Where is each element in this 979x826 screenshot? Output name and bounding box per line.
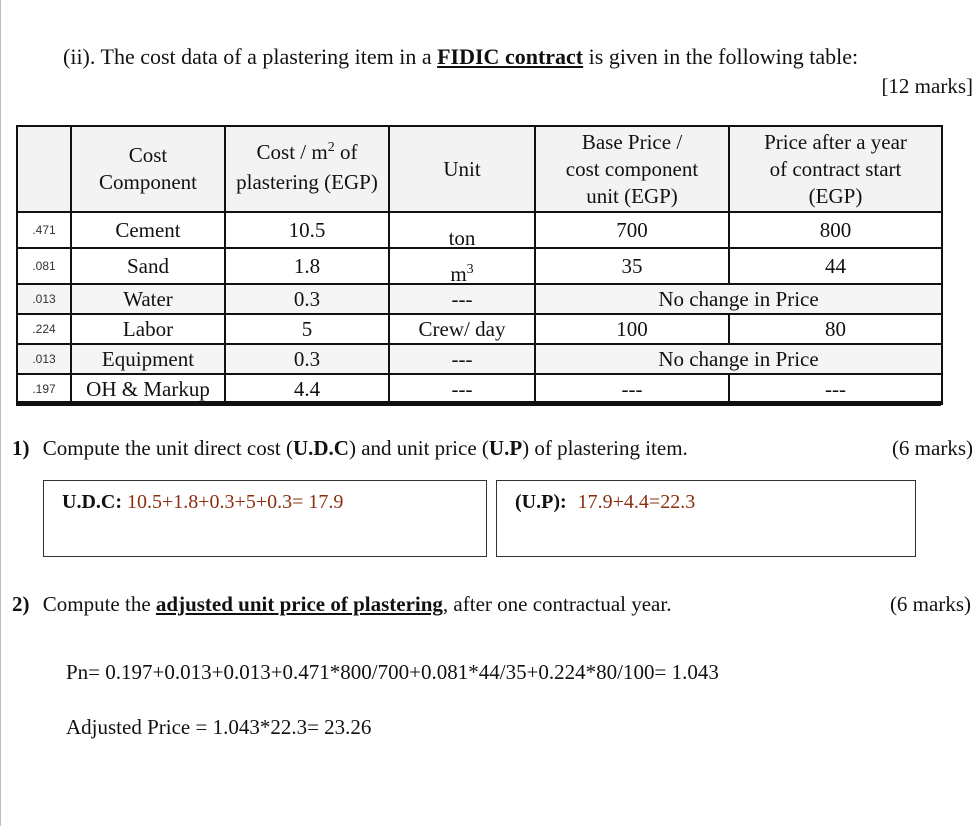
- pn-formula: Pn= 0.197+0.013+0.013+0.471*800/700+0.081*44/35+0.224*80/100= 1.043: [66, 660, 719, 684]
- udc-answer: 10.5+1.8+0.3+5+0.3= 17.9: [127, 491, 344, 513]
- component-cell: Sand: [71, 248, 225, 284]
- header-weight: [17, 126, 71, 212]
- weight-cell: .197: [17, 374, 71, 404]
- header-cost-per-m2-sup: 2: [327, 140, 335, 155]
- unit-sup: 3: [466, 261, 474, 277]
- fidic-contract-emphasis: FIDIC contract: [437, 44, 584, 69]
- header-cost-per-m2-line: plastering (EGP): [236, 170, 378, 194]
- q1-marks: (6 marks): [891, 436, 973, 460]
- weight-cell: .013: [17, 284, 71, 314]
- adjusted-unit-price-emphasis: adjusted unit price of plastering: [155, 592, 443, 616]
- q2-text-b: , after one contractual year.: [442, 592, 672, 616]
- header-base-price: [535, 126, 729, 212]
- q1-bold-up: U.P: [488, 436, 523, 460]
- cost-cell: 4.4: [225, 374, 389, 404]
- up-answer-box: [496, 480, 916, 557]
- header-cost-component-line: Cost: [128, 143, 168, 167]
- unit-base: m: [450, 261, 467, 284]
- q1-text-c: ) of plastering item.: [522, 436, 688, 460]
- unit-cell: [389, 212, 535, 248]
- table-row-equipment: [17, 344, 942, 374]
- price-after-cell: 80: [729, 314, 942, 344]
- weight-cell: .081: [17, 248, 71, 284]
- intro-text-before: The cost data of a plastering item in a: [100, 44, 432, 69]
- unit-text: [450, 262, 473, 285]
- table-header-row: [17, 126, 942, 212]
- unit-cell: Crew/ day: [389, 314, 535, 344]
- table-row-labor: [17, 314, 942, 344]
- header-price-after-line: Price after a year: [764, 129, 907, 154]
- header-price-after-year: [729, 126, 942, 212]
- header-cost-per-m2-text: Cost / m: [256, 140, 328, 164]
- intro-statement: [63, 44, 858, 70]
- cost-cell: 10.5: [225, 212, 389, 248]
- component-cell: Water: [71, 284, 225, 314]
- base-price-cell: 700: [535, 212, 729, 248]
- header-cost-per-m2-of: of: [339, 140, 358, 164]
- header-unit: Unit: [389, 126, 535, 212]
- weight-cell: .013: [17, 344, 71, 374]
- q1-text-b: ) and unit price (: [348, 436, 489, 460]
- table-row-oh-markup: [17, 374, 942, 404]
- table-row-cement: [17, 212, 942, 248]
- question-1: [12, 436, 688, 461]
- header-base-price-line: unit (EGP): [586, 183, 678, 208]
- cost-cell: 0.3: [225, 344, 389, 374]
- up-label: (U.P):: [515, 491, 567, 513]
- weight-cell: .471: [17, 212, 71, 248]
- header-cost-component: [71, 126, 225, 212]
- page-left-border: [0, 0, 1, 826]
- base-price-cell: 35: [535, 248, 729, 284]
- udc-answer-box: [43, 480, 487, 557]
- price-after-cell: ---: [729, 374, 942, 404]
- price-after-cell: 44: [729, 248, 942, 284]
- q2-text-a: Compute the: [42, 592, 151, 616]
- component-cell: Cement: [71, 212, 225, 248]
- header-cost-per-m2: [225, 126, 389, 212]
- component-cell: OH & Markup: [71, 374, 225, 404]
- cost-data-table: [16, 125, 943, 405]
- no-change-note: No change in Price: [535, 284, 942, 314]
- q2-number: 2): [12, 592, 30, 616]
- intro-text-after: is given in the following table:: [588, 44, 859, 69]
- udc-label: U.D.C:: [62, 491, 122, 513]
- unit-cell: ---: [389, 284, 535, 314]
- q1-number: 1): [12, 436, 30, 460]
- header-cost-component-line: Component: [99, 170, 197, 194]
- unit-cell: ---: [389, 374, 535, 404]
- cost-cell: 1.8: [225, 248, 389, 284]
- weight-cell: .224: [17, 314, 71, 344]
- unit-cell: [389, 248, 535, 284]
- cost-cell: 0.3: [225, 284, 389, 314]
- table-bottom-rule: [16, 401, 941, 406]
- header-base-price-line: Base Price /: [581, 129, 683, 154]
- intro-part: (ii).: [63, 44, 96, 69]
- question-2: [12, 592, 671, 617]
- base-price-cell: 100: [535, 314, 729, 344]
- unit-cell: ---: [389, 344, 535, 374]
- table-row-water: [17, 284, 942, 314]
- unit-text: ton: [448, 225, 476, 248]
- adjusted-price: Adjusted Price = 1.043*22.3= 23.26: [66, 715, 372, 739]
- total-marks: [12 marks]: [881, 74, 973, 98]
- component-cell: Labor: [71, 314, 225, 344]
- cost-cell: 5: [225, 314, 389, 344]
- header-price-after-line: of contract start: [769, 156, 902, 181]
- no-change-note: No change in Price: [535, 344, 942, 374]
- up-answer: 17.9+4.4=22.3: [577, 491, 696, 513]
- q1-text-a: Compute the unit direct cost (: [42, 436, 293, 460]
- q2-marks: (6 marks): [889, 592, 971, 616]
- table-row-sand: [17, 248, 942, 284]
- price-after-cell: 800: [729, 212, 942, 248]
- component-cell: Equipment: [71, 344, 225, 374]
- q1-bold-udc: U.D.C: [292, 436, 349, 460]
- header-price-after-line: (EGP): [808, 183, 863, 208]
- header-base-price-line: cost component: [565, 156, 699, 181]
- base-price-cell: ---: [535, 374, 729, 404]
